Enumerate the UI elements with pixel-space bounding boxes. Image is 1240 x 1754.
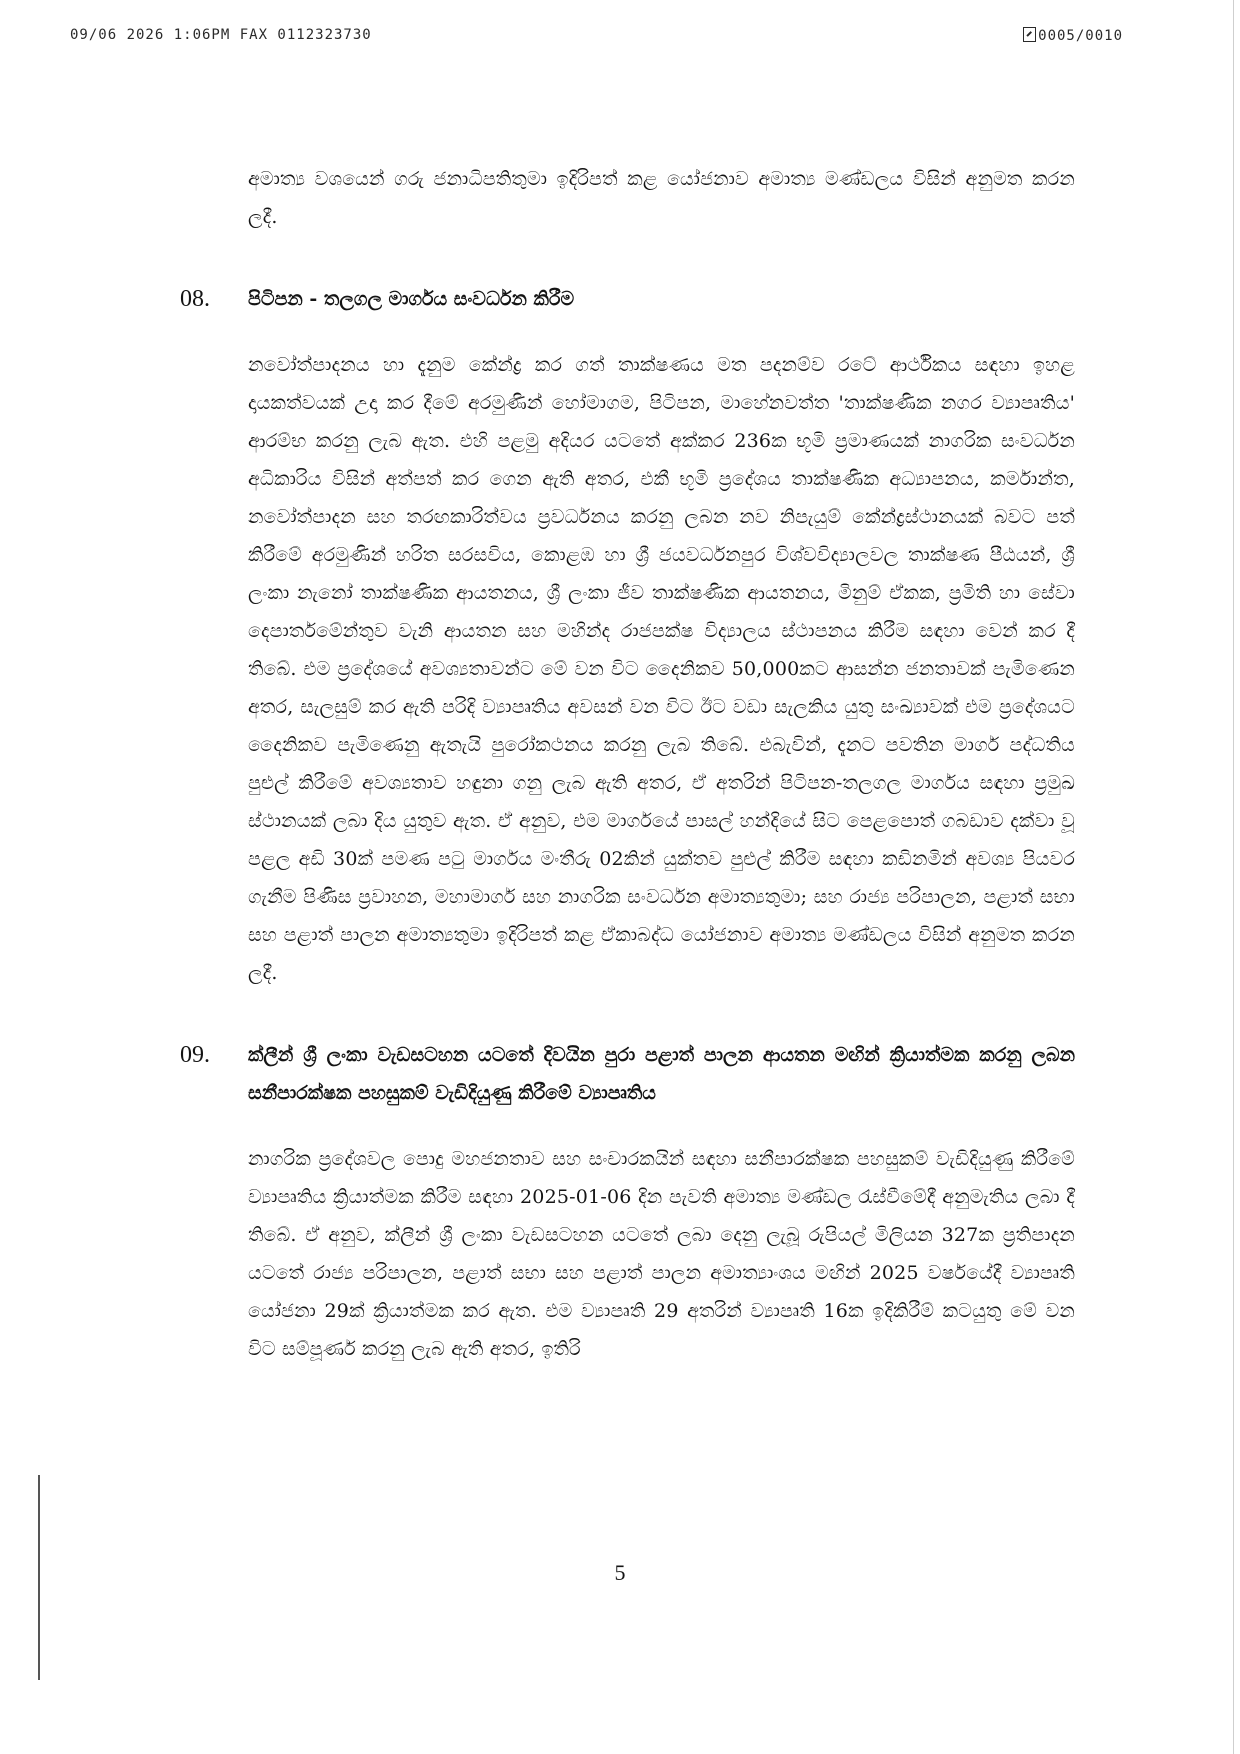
page-edge-line bbox=[1233, 0, 1234, 1754]
section-09 bbox=[180, 1036, 1075, 1368]
fax-page-counter-text: 0005/0010 bbox=[1038, 28, 1123, 44]
fax-page-counter bbox=[1023, 27, 1123, 44]
intro-paragraph: අමාත්‍ය වශයෙන් ගරු ජනාධිපතිතුමා ඉදිරිපත් කළ යෝජනාව අමාත්‍ය මණ්ඩලය විසින් අනුමත කරන ලදී. bbox=[248, 168, 1075, 228]
document-body bbox=[180, 160, 1075, 1368]
section-title: පිටිපන - තලගල මාර්ගය සංවර්ධන කිරීම bbox=[248, 288, 575, 310]
section-body: නාගරික ප්‍රදේශවල පොදු මහජනතාව සහ සංචාරකයින් සඳහා සනීපාරක්ෂක පහසුකම් වැඩිදියුණු කිරීමේ ව්‍යාපෘතිය ක්‍රියාත්මක කිරීම සඳහා 2025-01-06 දින පැවති අමාත්‍ය මණ්ඩල රැස්වීමේදී අනුමැතිය ලබා දී තිබේ. ඒ අනුව, ක්ලීන් ශ්‍රී ලංකා වැඩසටහන යටතේ ලබා දෙනු ලැබූ රුපියල් මිලියන 327ක ප්‍රතිපාදන යටතේ රාජ්‍ය පරිපාලන, පළාත් සභා සහ පළාත් පාලන අමාත්‍යාංශය මඟින් 2025 වර්ෂයේදී ව්‍යාපෘති යෝජනා 29ක් ක්‍රියාත්මක කර ඇත. එම ව්‍යාපෘති 29 අතරින් ව්‍යාපෘති 16ක ඉදිකිරීම් කටයුතු මේ වන විට සම්පූර්ණ කරනු ලැබ ඇති අතර, ඉතිරි bbox=[248, 1148, 1075, 1360]
fax-page-icon bbox=[1023, 27, 1036, 42]
section-number: 08. bbox=[180, 286, 210, 312]
fax-header bbox=[70, 27, 1123, 49]
section-title: ක්ලීන් ශ්‍රී ලංකා වැඩසටහන යටතේ දිවයින පුරා පළාත් පාලන ආයතන මඟින් ක්‍රියාත්මක කරනු ලබන සනීපාරක්ෂක පහසුකම් වැඩිදියුණු කිරීමේ ව්‍යාපෘතිය bbox=[248, 1044, 1075, 1104]
section-number: 09. bbox=[180, 1042, 210, 1068]
section-body: නවෝත්පාදනය හා දැනුම කේන්ද්‍ර කර ගත් තාක්ෂණය මත පදනම්ව රටේ ආර්ථිකය සඳහා ඉහළ දායකත්වයක් උදා කර දීමේ අරමුණින් හෝමාගම, පිටිපන, මාහේනවත්ත 'තාක්ෂණික නගර ව්‍යාපෘතිය' ආරම්භ කරනු ලැබ ඇත. එහි පළමු අදියර යටතේ අක්කර 236ක භූමි ප්‍රමාණයක් නාගරික සංවර්ධන අධිකාරිය විසින් අත්පත් කර ගෙන ඇති අතර, එකී භූමි ප්‍රදේශය තාක්ෂණික අධ්‍යාපනය, කර්මාන්ත, නවෝත්පාදන සහ තරඟකාරිත්වය ප්‍රවර්ධනය කරනු ලබන නව නිපැයුම් කේන්ද්‍රස්ථානයක් බවට පත් කිරීමේ අරමුණින් හරිත සරසවිය, කොළඹ හා ශ්‍රී ජයවර්ධනපුර විශ්වවිද්‍යාලවල තාක්ෂණ පීඨයන්, ශ්‍රී ලංකා නැනෝ තාක්ෂණික ආයතනය, ශ්‍රී ලංකා ජීව තාක්ෂණික ආයතනය, මිනුම් ඒකක, ප්‍රමිති හා සේවා දෙපාර්තමේන්තුව වැනි ආයතන සහ මහින්ද රාජපක්ෂ විද්‍යාලය ස්ථාපනය කිරීම සඳහා වෙන් කර දී තිබේ. එම ප්‍රදේශයේ අවශ්‍යතාවන්ට මේ වන විට දෛනිකව 50,000කට ආසන්න ජනතාවක් පැමිණෙන අතර, සැලසුම් කර ඇති පරිදි ව්‍යාපෘතිය අවසන් වන විට ඊට වඩා සැලකිය යුතු සංඛ්‍යාවක් එම ප්‍රදේශයට දෛනිකව පැමිණෙනු ඇතැයි පුරෝකථනය කරනු ලැබ තිබේ. එබැවින්, දැනට පවතින මාර්ග පද්ධතිය පුළුල් කිරීමේ අවශ්‍යතාව හඳුනා ගනු ලැබ ඇති අතර, ඒ අතරින් පිටිපන-තලගල මාර්ගය සඳහා ප්‍රමුඛ ස්ථානයක් ලබා දිය යුතුව ඇත. ඒ අනුව, එම මාර්ගයේ පාසල් හන්දියේ සිට පෙළපොත් ගබඩාව දක්වා වූ පළල අඩි 30ක් පමණ පටු මාර්ගය මංතීරු 02කින් යුක්තව පුළුල් කිරීම සඳහා කඩිනමින් අවශ්‍ය පියවර ගැනීම පිණිස ප්‍රවාහන, මහාමාර්ග සහ නාගරික සංවර්ධන අමාත්‍යතුමා; සහ රාජ්‍ය පරිපාලන, පළාත් සභා සහ පළාත් පාලන අමාත්‍යතුමා ඉදිරිපත් කළ ඒකාබද්ධ යෝජනාව අමාත්‍ය මණ්ඩලය විසින් අනුමත කරන ලදී. bbox=[248, 354, 1075, 984]
fax-transmission-info: 09/06 2026 1:06PM FAX 0112323730 bbox=[70, 27, 372, 43]
section-08 bbox=[180, 280, 1075, 992]
page-number: 5 bbox=[614, 1560, 626, 1585]
